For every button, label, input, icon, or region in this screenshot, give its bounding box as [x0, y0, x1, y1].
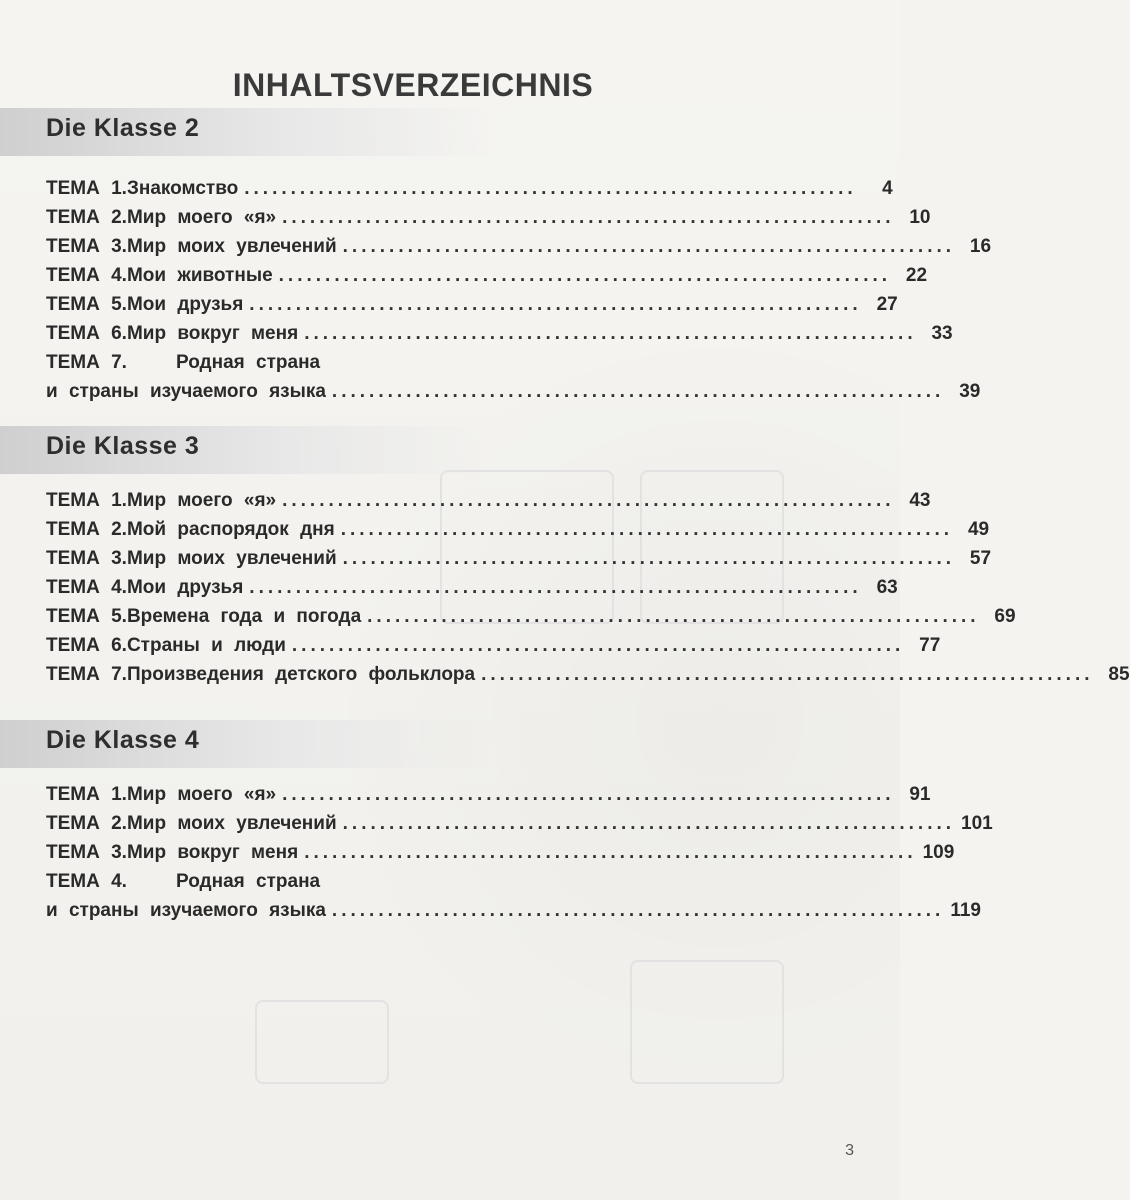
leader-dots: .................................................................. — [342, 813, 956, 834]
section-header — [0, 108, 820, 156]
entry-page: 39 — [959, 381, 981, 402]
tema-number: ТЕМА 4. — [46, 577, 127, 598]
entry-title: Мир моих увлечений — [126, 236, 337, 257]
entry-page: 57 — [969, 548, 992, 569]
toc-entry[interactable] — [46, 323, 953, 352]
tema-number: ТЕМА 6. — [46, 323, 127, 344]
tema-number: ТЕМА 6. — [46, 635, 127, 656]
entry-title: Знакомство — [126, 178, 239, 199]
toc-entry[interactable] — [46, 635, 941, 664]
toc-entry[interactable] — [46, 490, 931, 519]
section-klasse-2 — [0, 108, 992, 410]
toc-entry[interactable] — [46, 577, 898, 606]
tema-number: ТЕМА 2. — [46, 519, 127, 540]
entry-page: 63 — [876, 577, 898, 598]
toc-list — [0, 178, 992, 410]
leader-dots: .................................................................. — [249, 294, 862, 315]
entry-title: и страны изучаемого языка — [46, 381, 326, 402]
leader-dots: .................................................................. — [342, 236, 956, 257]
tema-number: ТЕМА 4. — [46, 265, 127, 286]
toc-entry[interactable] — [46, 606, 1016, 635]
toc-entry-continuation[interactable] — [46, 900, 981, 929]
toc-entry-continuation[interactable] — [46, 381, 981, 410]
leader-dots: .................................................................. — [481, 664, 1094, 685]
entry-page: 77 — [919, 635, 941, 656]
leader-dots: .................................................................. — [331, 900, 945, 921]
section-label: Die Klasse 3 — [46, 432, 200, 460]
entry-title: Мир моих увлечений — [126, 548, 337, 569]
section-klasse-3 — [0, 426, 1130, 693]
entry-page: 69 — [994, 606, 1016, 627]
entry-page: 85 — [1108, 664, 1130, 685]
tema-number: ТЕМА 1. — [46, 784, 127, 805]
entry-title: Мои животные — [126, 265, 273, 286]
entry-page: 22 — [905, 265, 928, 286]
entry-page: 49 — [967, 519, 990, 540]
entry-title: Мой распорядок дня — [126, 519, 335, 540]
entry-title: Произведения детского фольклора — [126, 664, 476, 685]
tema-number: ТЕМА 7. — [46, 352, 127, 373]
entry-page: 43 — [909, 490, 931, 511]
leader-dots: .................................................................. — [340, 519, 954, 540]
tema-number: ТЕМА 5. — [46, 606, 127, 627]
toc-entry[interactable] — [46, 207, 931, 236]
toc-entry[interactable] — [46, 664, 1130, 693]
toc-entry[interactable] — [46, 236, 992, 265]
tema-number: ТЕМА 3. — [46, 548, 127, 569]
leader-dots: .................................................................. — [304, 323, 917, 344]
entry-page: 4 — [882, 178, 893, 199]
ghost-frame — [630, 960, 784, 1084]
tema-number: ТЕМА 3. — [46, 842, 127, 863]
toc-list — [0, 784, 993, 929]
entry-page: 109 — [922, 842, 955, 863]
toc-entry[interactable] — [46, 352, 786, 381]
entry-page: 91 — [909, 784, 931, 805]
toc-entry[interactable] — [46, 519, 990, 548]
leader-dots: .................................................................. — [282, 784, 895, 805]
leader-dots: .................................................................. — [278, 265, 892, 286]
entry-title: Мир вокруг меня — [126, 323, 299, 344]
toc-entry[interactable] — [46, 265, 928, 294]
leader-dots: .................................................................. — [291, 635, 905, 656]
leader-dots: .................................................................. — [244, 178, 857, 199]
tema-number: ТЕМА 4. — [46, 871, 127, 892]
leader-dots: .................................................................. — [249, 577, 862, 598]
tema-number: ТЕМА 5. — [46, 294, 127, 315]
section-header — [0, 426, 820, 474]
toc-entry[interactable] — [46, 784, 931, 813]
leader-dots: .................................................................. — [367, 606, 980, 627]
toc-entry[interactable] — [46, 871, 786, 900]
entry-title: Мир моего «я» — [126, 784, 277, 805]
page-title: INHALTSVERZEICHNIS — [232, 67, 594, 104]
toc-entry[interactable] — [46, 294, 898, 323]
entry-page: 27 — [876, 294, 898, 315]
tema-number: ТЕМА 2. — [46, 813, 127, 834]
entry-title: Мои друзья — [126, 577, 244, 598]
entry-title: и страны изучаемого языка — [46, 900, 326, 921]
leader-dots: .................................................................. — [342, 548, 956, 569]
leader-dots: .................................................................. — [282, 490, 895, 511]
tema-number: ТЕМА 3. — [46, 236, 127, 257]
tema-number: ТЕМА 2. — [46, 207, 127, 228]
entry-title: Мир вокруг меня — [126, 842, 299, 863]
tema-number: ТЕМА 7. — [46, 664, 127, 685]
leader-dots: .................................................................. — [304, 842, 917, 863]
toc-entry[interactable] — [46, 813, 993, 842]
tema-number: ТЕМА 1. — [46, 490, 127, 511]
toc-entry[interactable] — [46, 548, 992, 577]
tema-number: ТЕМА 1. — [46, 178, 127, 199]
leader-dots: .................................................................. — [282, 207, 895, 228]
section-label: Die Klasse 2 — [46, 114, 200, 142]
entry-title: Родная страна — [176, 871, 321, 892]
entry-page: 33 — [931, 323, 953, 344]
entry-title: Родная страна — [176, 352, 321, 373]
entry-title: Мир моих увлечений — [126, 813, 337, 834]
entry-title: Времена года и погода — [126, 606, 362, 627]
entry-title: Мир моего «я» — [126, 490, 277, 511]
entry-page: 101 — [961, 813, 993, 834]
entry-title: Мои друзья — [126, 294, 244, 315]
ghost-frame — [255, 1000, 389, 1084]
entry-title: Страны и люди — [126, 635, 286, 656]
section-klasse-4 — [0, 720, 993, 929]
leader-dots: .................................................................. — [331, 381, 945, 402]
section-label: Die Klasse 4 — [46, 726, 200, 754]
entry-page: 16 — [969, 236, 992, 257]
toc-entry[interactable] — [46, 842, 955, 871]
entry-page: 119 — [950, 900, 981, 921]
entry-title: Мир моего «я» — [126, 207, 277, 228]
page-number: 3 — [845, 1142, 854, 1159]
entry-page: 10 — [909, 207, 931, 228]
toc-entry[interactable] — [46, 178, 893, 207]
toc-list — [0, 490, 1130, 693]
section-header — [0, 720, 820, 768]
